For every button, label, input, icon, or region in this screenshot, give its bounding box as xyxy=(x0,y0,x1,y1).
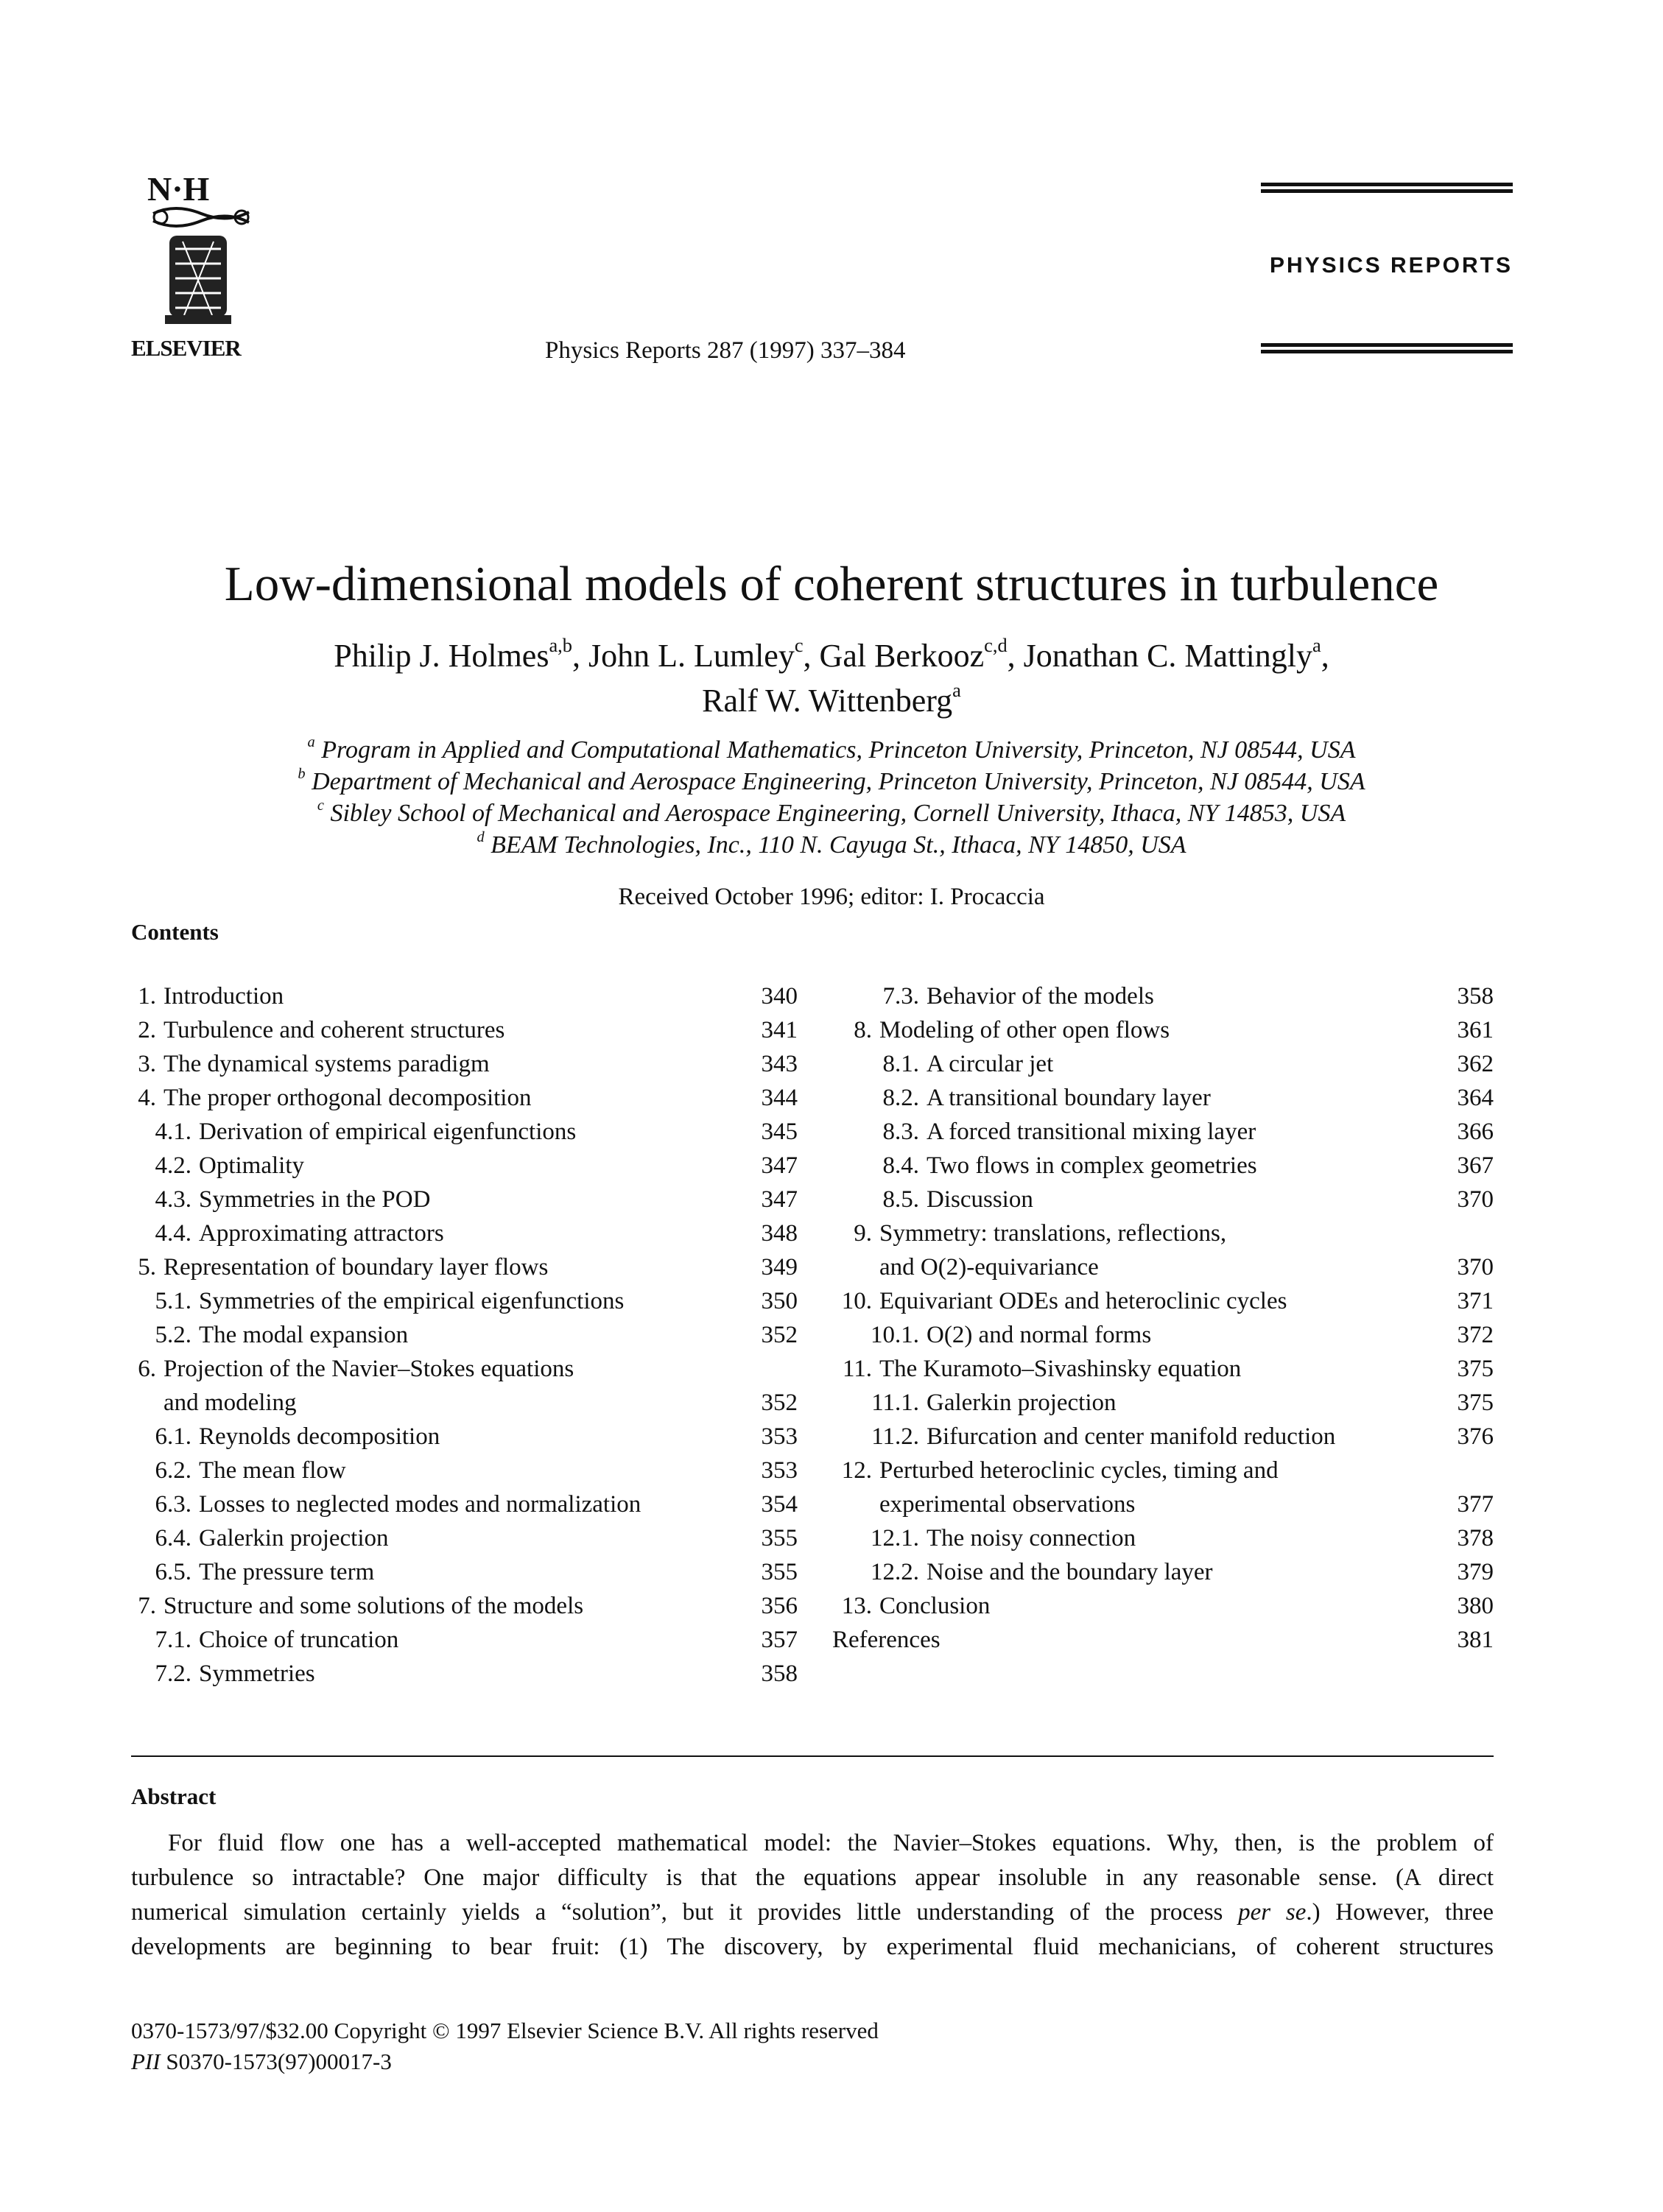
toc-entry-title: Noise and the boundary layer xyxy=(927,1559,1213,1585)
toc-left-column xyxy=(131,979,798,1691)
toc-entry-title: Symmetries in the POD xyxy=(199,1186,431,1213)
toc-entry xyxy=(832,1216,1494,1250)
toc-entry-title: A forced transitional mixing layer xyxy=(927,1119,1256,1145)
toc-entry-number: 6. xyxy=(138,1356,156,1382)
toc-entry-title: Structure and some solutions of the models xyxy=(164,1593,584,1619)
toc-entry xyxy=(832,1589,1494,1623)
toc-entry xyxy=(131,1555,798,1589)
toc-entry xyxy=(131,1454,798,1487)
toc-entry-page: 366 xyxy=(1457,1119,1494,1145)
toc-entry-page: 371 xyxy=(1457,1288,1494,1314)
publisher-name: ELSEVIER xyxy=(131,335,241,361)
toc-entry-page: 379 xyxy=(1457,1559,1494,1585)
toc-entry xyxy=(131,1623,798,1657)
toc-entry-number: 4.3. xyxy=(155,1186,191,1213)
toc-entry xyxy=(832,1183,1494,1216)
toc-entry xyxy=(131,1318,798,1352)
author-affiliation-mark: a,b xyxy=(549,634,572,657)
toc-entry xyxy=(131,1115,798,1149)
author-name: Ralf W. Wittenberg xyxy=(702,683,953,719)
toc-entry xyxy=(131,1487,798,1521)
toc-entry xyxy=(832,1318,1494,1352)
author-name: Gal Berkooz xyxy=(819,638,985,674)
toc-entry xyxy=(131,1420,798,1454)
toc-entry xyxy=(832,1487,1494,1521)
toc-entry-title: The dynamical systems paradigm xyxy=(164,1051,490,1077)
toc-entry-title: Symmetry: translations, reflections, xyxy=(879,1220,1227,1247)
header-rule-top xyxy=(1261,183,1513,193)
toc-entry-title: and O(2)-equivariance xyxy=(879,1254,1099,1281)
affiliation xyxy=(0,828,1663,859)
toc-entry-number: 8.5. xyxy=(882,1186,919,1213)
journal-reference: Physics Reports 287 (1997) 337–384 xyxy=(545,337,906,364)
toc-entry-number: 6.4. xyxy=(155,1525,191,1551)
toc-entry-title: and modeling xyxy=(164,1389,297,1416)
author-affiliation-mark: a xyxy=(1312,634,1321,657)
toc-entry-title: Reynolds decomposition xyxy=(199,1423,440,1450)
toc-entry-page: 350 xyxy=(761,1288,798,1314)
toc-entry-page: 370 xyxy=(1457,1186,1494,1213)
toc-entry-page: 380 xyxy=(1457,1593,1494,1619)
toc-entry-number: 4.1. xyxy=(155,1119,191,1145)
toc-entry-number: 7.2. xyxy=(155,1660,191,1687)
toc-entry xyxy=(832,1115,1494,1149)
toc-entry-page: 376 xyxy=(1457,1423,1494,1450)
toc-entry-page: 375 xyxy=(1457,1356,1494,1382)
toc-entry xyxy=(832,1013,1494,1047)
affiliation xyxy=(0,733,1663,764)
toc-entry-number: 6.1. xyxy=(155,1423,191,1450)
toc-entry xyxy=(832,1521,1494,1555)
toc-entry xyxy=(131,1250,798,1284)
toc-entry-title: Representation of boundary layer flows xyxy=(164,1254,549,1281)
toc-entry xyxy=(832,1047,1494,1081)
affiliation xyxy=(0,797,1663,828)
author-name: John L. Lumley xyxy=(588,638,795,674)
toc-entry xyxy=(131,1352,798,1386)
toc-entry-page: 347 xyxy=(761,1152,798,1179)
toc-entry-title: The pressure term xyxy=(199,1559,375,1585)
toc-entry-number: 7.3. xyxy=(882,983,919,1010)
toc-entry xyxy=(832,1420,1494,1454)
affiliation-text: Sibley School of Mechanical and Aerospace Engineering, Cornell University, Ithaca, NY 14853, USA xyxy=(330,800,1346,827)
toc-entry-number: 12. xyxy=(841,1457,872,1484)
abstract-line: developments are beginning to bear fruit: (1) The discovery, by experimental fluid mechanicians, of coherent structures xyxy=(131,1934,1494,1960)
toc-entry xyxy=(832,1454,1494,1487)
author-affiliation-mark: c xyxy=(794,634,804,657)
toc-entry xyxy=(832,1555,1494,1589)
abstract-heading: Abstract xyxy=(131,1783,217,1809)
toc-entry-page: 349 xyxy=(761,1254,798,1281)
toc-entry-page: 377 xyxy=(1457,1491,1494,1518)
toc-entry-page: 352 xyxy=(761,1322,798,1348)
toc-entry-number: 13. xyxy=(841,1593,872,1619)
toc-entry xyxy=(832,1352,1494,1386)
toc-entry-title: experimental observations xyxy=(879,1491,1136,1518)
toc-entry-number: 6.3. xyxy=(155,1491,191,1518)
toc-entry xyxy=(131,1013,798,1047)
toc-entry-page: 347 xyxy=(761,1186,798,1213)
affiliation xyxy=(0,765,1663,796)
toc-entry xyxy=(131,1589,798,1623)
author-name: Philip J. Holmes xyxy=(334,638,549,674)
elsevier-logo-icon xyxy=(131,168,271,359)
toc-entry-number: 8.2. xyxy=(882,1085,919,1111)
toc-right-column xyxy=(832,979,1494,1657)
toc-entry-number: 4. xyxy=(138,1085,156,1111)
toc-entry-number: 5. xyxy=(138,1254,156,1281)
toc-entry-page: 358 xyxy=(1457,983,1494,1010)
toc-entry xyxy=(832,1250,1494,1284)
toc-entry-title: The noisy connection xyxy=(927,1525,1136,1551)
toc-entry-title: The modal expansion xyxy=(199,1322,409,1348)
toc-entry-title: Discussion xyxy=(927,1186,1033,1213)
toc-entry-page: 370 xyxy=(1457,1254,1494,1281)
abstract-divider xyxy=(131,1755,1494,1757)
toc-entry-page: 344 xyxy=(761,1085,798,1111)
toc-entry xyxy=(131,1081,798,1115)
toc-entry-number: 6.5. xyxy=(155,1559,191,1585)
toc-entry xyxy=(131,1657,798,1691)
toc-entry-number: 1. xyxy=(138,983,156,1010)
toc-entry-page: 345 xyxy=(761,1119,798,1145)
toc-entry-number: 12.2. xyxy=(871,1559,919,1585)
toc-entry-page: 341 xyxy=(761,1017,798,1043)
toc-entry-number: 7.1. xyxy=(155,1627,191,1653)
toc-entry-page: 348 xyxy=(761,1220,798,1247)
affiliation-text: Program in Applied and Computational Mathematics, Princeton University, Princeton, NJ 08544, USA xyxy=(321,736,1356,764)
logo-monogram: N·H xyxy=(147,170,210,208)
toc-entry-title: Perturbed heteroclinic cycles, timing and xyxy=(879,1457,1279,1484)
toc-entry xyxy=(131,1047,798,1081)
toc-entry-page: 343 xyxy=(761,1051,798,1077)
copyright-notice: 0370-1573/97/$32.00 Copyright © 1997 Elsevier Science B.V. All rights reserved xyxy=(131,2018,879,2043)
toc-entry-number: 5.1. xyxy=(155,1288,191,1314)
affiliation-text: Department of Mechanical and Aerospace Engineering, Princeton University, Princeton, NJ 08544, USA xyxy=(312,768,1365,795)
toc-entry-number: 8.4. xyxy=(882,1152,919,1179)
toc-entry-title: Losses to neglected modes and normalization xyxy=(199,1491,641,1518)
toc-entry-number: 12.1. xyxy=(871,1525,919,1551)
toc-entry-title: A circular jet xyxy=(927,1051,1054,1077)
toc-entry-page: 356 xyxy=(761,1593,798,1619)
toc-entry-title: Two flows in complex geometries xyxy=(927,1152,1257,1179)
contents-heading: Contents xyxy=(131,919,219,945)
toc-entry-page: 375 xyxy=(1457,1389,1494,1416)
author-list-line-2 xyxy=(0,679,1663,719)
toc-entry-title: Galerkin projection xyxy=(199,1525,389,1551)
journal-name: PHYSICS REPORTS xyxy=(1269,253,1513,278)
toc-entry-number: 11.2. xyxy=(871,1423,919,1450)
toc-entry-number: 10.1. xyxy=(871,1322,919,1348)
toc-entry-page: 358 xyxy=(761,1660,798,1687)
toc-entry-number: 9. xyxy=(854,1220,872,1247)
toc-entry xyxy=(131,1284,798,1318)
toc-entry xyxy=(832,1623,1494,1657)
toc-entry-number: 11.1. xyxy=(871,1389,919,1416)
affiliation-mark: b xyxy=(298,765,306,782)
toc-entry xyxy=(131,1521,798,1555)
affiliation-mark: c xyxy=(317,797,324,814)
toc-entry-title: Introduction xyxy=(164,983,284,1010)
toc-entry-page: 367 xyxy=(1457,1152,1494,1179)
toc-entry-title: O(2) and normal forms xyxy=(927,1322,1152,1348)
author-name: Jonathan C. Mattingly xyxy=(1023,638,1312,674)
toc-entry xyxy=(131,1183,798,1216)
toc-entry xyxy=(832,1284,1494,1318)
toc-entry xyxy=(832,1149,1494,1183)
toc-entry-page: 352 xyxy=(761,1389,798,1416)
toc-entry xyxy=(832,1081,1494,1115)
toc-entry-page: 357 xyxy=(761,1627,798,1653)
toc-entry-title: Approximating attractors xyxy=(199,1220,444,1247)
toc-entry xyxy=(832,979,1494,1013)
toc-entry-title: The Kuramoto–Sivashinsky equation xyxy=(879,1356,1242,1382)
affiliation-mark: a xyxy=(307,733,315,750)
toc-entry-number: 5.2. xyxy=(155,1322,191,1348)
toc-entry-number: 10. xyxy=(841,1288,872,1314)
toc-entry-title: Choice of truncation xyxy=(199,1627,399,1653)
toc-entry-number: 11. xyxy=(842,1356,872,1382)
abstract-line: For fluid flow one has a well-accepted mathematical model: the Navier–Stokes equations. Why, then, is the problem of xyxy=(168,1830,1494,1856)
author-affiliation-mark: c,d xyxy=(984,634,1008,657)
toc-entry-number: 8.1. xyxy=(882,1051,919,1077)
author-list-line-1: Philip J. Holmes$^{a,b}$, John L. Lumley$^c$, Gal Berkooz$^{c,d}$, Jonathan C. Mattingly$^a$, xyxy=(334,634,1329,674)
toc-entry-page: 372 xyxy=(1457,1322,1494,1348)
toc-entry xyxy=(131,979,798,1013)
toc-entry-page: 353 xyxy=(761,1457,798,1484)
toc-entry-title: Projection of the Navier–Stokes equations xyxy=(164,1356,574,1382)
header-rule-bottom xyxy=(1261,343,1513,353)
toc-entry-number: 6.2. xyxy=(155,1457,191,1484)
affiliation-text: BEAM Technologies, Inc., 110 N. Cayuga St., Ithaca, NY 14850, USA xyxy=(491,831,1186,859)
toc-entry-title: References xyxy=(832,1627,941,1653)
toc-entry xyxy=(131,1149,798,1183)
toc-entry-title: Equivariant ODEs and heteroclinic cycles xyxy=(879,1288,1287,1314)
toc-entry-title: Behavior of the models xyxy=(927,983,1154,1010)
abstract-line: turbulence so intractable? One major difficulty is that the equations appear insoluble in any reasonable sense. (A direct xyxy=(131,1864,1494,1891)
toc-entry-title: Galerkin projection xyxy=(927,1389,1117,1416)
toc-entry-title: Derivation of empirical eigenfunctions xyxy=(199,1119,577,1145)
toc-entry-page: 364 xyxy=(1457,1085,1494,1111)
toc-entry-title: Turbulence and coherent structures xyxy=(164,1017,505,1043)
toc-entry-title: Optimality xyxy=(199,1152,304,1179)
toc-entry-number: 8. xyxy=(854,1017,872,1043)
toc-entry xyxy=(131,1386,798,1420)
affiliation-mark: d xyxy=(477,828,485,845)
abstract-body xyxy=(131,1826,1494,1965)
toc-entry-title: Modeling of other open flows xyxy=(879,1017,1170,1043)
toc-entry-page: 378 xyxy=(1457,1525,1494,1551)
toc-entry-page: 381 xyxy=(1457,1627,1494,1653)
toc-entry-number: 4.4. xyxy=(155,1220,191,1247)
paper-title: Low-dimensional models of coherent structures in turbulence xyxy=(224,557,1439,611)
toc-entry-page: 355 xyxy=(761,1525,798,1551)
toc-entry-page: 361 xyxy=(1457,1017,1494,1043)
toc-entry-title: Conclusion xyxy=(879,1593,991,1619)
toc-entry-number: 8.3. xyxy=(882,1119,919,1145)
toc-entry-title: Symmetries xyxy=(199,1660,315,1687)
pii-identifier: PII S0370-1573(97)00017-3 xyxy=(131,2049,392,2074)
toc-entry-title: The proper orthogonal decomposition xyxy=(164,1085,532,1111)
toc-entry-page: 355 xyxy=(761,1559,798,1585)
toc-entry-page: 340 xyxy=(761,983,798,1010)
author-affiliation-mark: a xyxy=(952,679,961,702)
abstract-line: numerical simulation certainly yields a “solution”, but it provides little understanding of the process per se.) However, three xyxy=(131,1899,1494,1926)
toc-entry-title: A transitional boundary layer xyxy=(927,1085,1211,1111)
toc-entry-page: 354 xyxy=(761,1491,798,1518)
received-date: Received October 1996; editor: I. Procaccia xyxy=(618,884,1045,910)
toc-entry-title: The mean flow xyxy=(199,1457,346,1484)
toc-entry-page: 353 xyxy=(761,1423,798,1450)
toc-entry-number: 2. xyxy=(138,1017,156,1043)
toc-entry-page: 362 xyxy=(1457,1051,1494,1077)
toc-entry-number: 3. xyxy=(138,1051,156,1077)
toc-entry xyxy=(832,1386,1494,1420)
toc-entry xyxy=(131,1216,798,1250)
toc-entry-title: Bifurcation and center manifold reduction xyxy=(927,1423,1336,1450)
toc-entry-number: 4.2. xyxy=(155,1152,191,1179)
toc-entry-title: Symmetries of the empirical eigenfunctions xyxy=(199,1288,625,1314)
toc-entry-number: 7. xyxy=(138,1593,156,1619)
